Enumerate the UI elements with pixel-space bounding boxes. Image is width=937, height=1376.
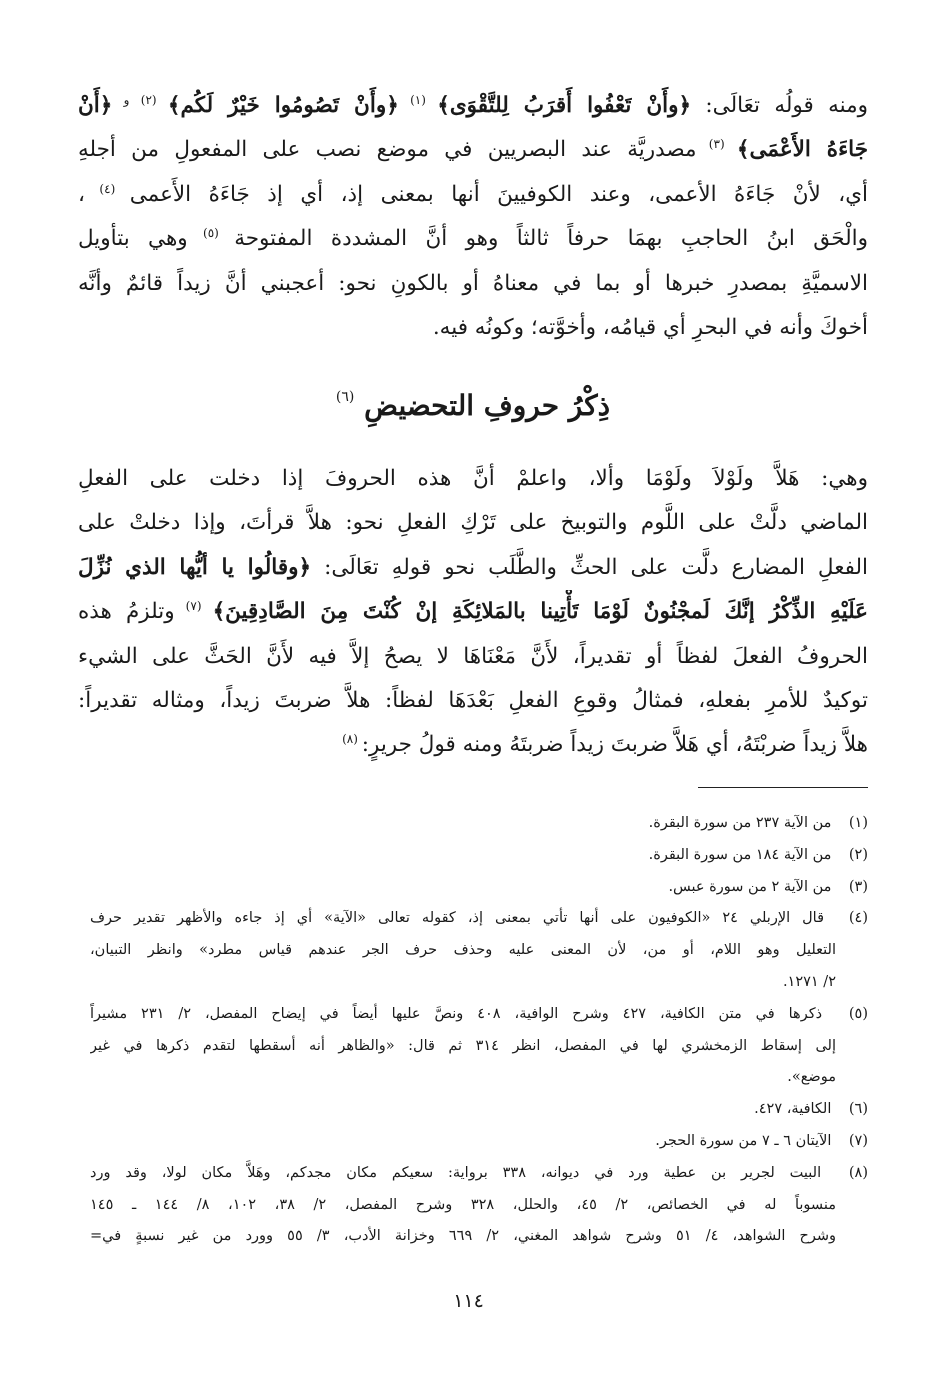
text-line: جَاءَهُ الأَعْمَى﴾ $^{(٣)}$ مصدريَّة عند البصريين في موضع نصب على المفعولِ من أجلهِ	[78, 137, 868, 163]
text-line: توكيدٌ للأمرِ بفعلهِ، فمثالُ وقوعِ الفعلِ بَعْدَهَا لفظاً: هلاَّ ضربتَ زيداً، ومثاله تقديراً:	[78, 687, 868, 713]
text-line: ومنه قولُه تعَالَى: ﴿وأَنْ تَعْفُوا أَقرَبُ لِلتَّقْوَى﴾ $^{(١)}$ ﴿وأَنْ تَصُومُوا خَيْرٌ لَكُم﴾ $^{(٢) و}$ ﴿أَنْ	[78, 93, 868, 118]
footnote-item: (٧) الآيتان ٦ ـ ٧ من سورة الحجر.	[655, 1132, 868, 1149]
footnote-continuation: ٢/ ١٢٧١.	[782, 973, 836, 990]
paragraph-1	[78, 84, 868, 350]
footnote-continuation: وشرح الشواهد، ٤/ ٥١ وشرح شواهد المغني، ٢/ ٦٦٩ وخزانة الأدب، ٣/ ٥٥ وورد من غير نسبةٍ في=	[90, 1228, 837, 1245]
page-number: ١١٤	[453, 1290, 484, 1312]
footnote-item: (٦) الكافية، ٤٢٧.	[754, 1101, 868, 1118]
heading-footnote-ref: (٦)	[335, 389, 355, 405]
footnote-continuation: التعليل وهو اللام، أو من، لأن المعنى عليه وحذف حرف الجر عندهم قياس مطرد» وانظر التبيان،	[90, 942, 836, 959]
footnote-continuation: موضع».	[787, 1069, 836, 1086]
text-line: الحروفُ الفعلَ لفظاً أو تقديراً، لأَنَّ مَعْنَاهَا لا يصحُ إلاَّ فيه لأَنَّ الحَثَّ على الشيء	[78, 643, 868, 669]
text-line: الفعلِ المضارع دلَّت على الحثِّ والطَّلَب نحو قولهِ تعَالَى: ﴿وقالُوا يا أيُّها الذي نُزِّلَ	[78, 554, 868, 580]
footnotes	[90, 808, 868, 1253]
text-line: أي، لأنْ جَاءَهُ الأعمى، وعند الكوفيينَ أنها بمعنى إذ، أي إذ جَاءَهُ الأَعمى $^{(٤)}$ ،	[78, 181, 868, 207]
footnote-item: (٣) من الآية ٢ من سورة عبس.	[668, 878, 868, 895]
text-line: أخوكَ وأنه في البحرِ أي قيامُه، وأخوَّته؛ وكونُه فيه.	[432, 314, 868, 340]
footnote-separator	[698, 787, 868, 788]
text-line: الماضي دلَّتْ على اللَّوم والتوبيخ على تَرْكِ الفعلِ نحو: هلاَّ قرأتَ، وإذا دخلتْ على	[78, 510, 868, 536]
text-line: عَلَيْهِ الذِّكْرُ إنَّكَ لَمجْنُونٌ لَوْمَا تَأْتِينا بالمَلائِكَةِ إنْ كُنْتَ مِنَ الصَّادِقِينَ﴾ $^{(٧)}$ وتلزمُ هذه	[78, 599, 868, 625]
text-line: الاسميَّةِ بمصدرِ خبرها أو بما في معناهُ أو بالكونِ نحو: أعجبني أنَّ زيداً قائمٌ وأنَّه	[78, 270, 868, 296]
footnote-item: (٢) من الآية ١٨٤ من سورة البقرة.	[648, 846, 868, 863]
paragraph-2	[78, 457, 868, 768]
footnote-item: (١) من الآية ٢٣٧ من سورة البقرة.	[648, 815, 868, 831]
footnote-continuation: إلى إسقاط الزمخشري لها في المفصل، انظر ٣١٤ ثم قال: «والظاهر أنه أسقطها لتقدم ذكرها في غير	[90, 1037, 836, 1054]
footnote-item: (٤) قال الإربلي ٢٤ «الكوفيون على أنها تأتي بمعنى إذ، كقوله تعالى «الآية» أي إذ جاءه والأظهر تقدير حرف	[90, 910, 868, 927]
footnote-continuation: منسوباً له في الخصائص، ٢/ ٤٥، والحلل، ٣٢٨ وشرح المفصل، ٢/ ٣٨، ١٠٢، ٨/ ١٤٤ ـ ١٤٥	[90, 1196, 836, 1213]
heading-title: ذِكْرُ حروفِ التحضيضِ	[364, 389, 611, 422]
text-line: وهي: هَلاَّ ولَوْلاَ ولَوْمَا وألا، واعلمْ أنَّ هذه الحروفَ إذا دخلت على الفعلِ	[78, 466, 868, 491]
footnote-item: (٨) البيت لجرير بن عطية ورد في ديوانه، ٣٣٨ برواية: سعيكم مكان مجدكم، وهَلاَّ مكان لولا، وقد ورد	[90, 1164, 868, 1181]
section-heading	[78, 376, 868, 436]
footnote-item: (٥) ذكرها في متن الكافية، ٤٢٧ وشرح الوافية، ٤٠٨ ونصَّ عليها أيضاً في إيضاح المفصل، ٢/ ٢٣١ مشيراً	[90, 1005, 868, 1022]
text-line: هلاَّ زيداً ضربْتَهُ، أي هَلاَّ ضربتَ زيداً ضربتَهُ ومنه قولُ جريرٍ: $^{(٨)}$	[342, 732, 868, 758]
text-line: والْحَق ابنُ الحاجبِ بهمَا حرفاً ثالثاً وهو أنَّ المشددة المفتوحة $^{(٥)}$ وهي بتأويل	[78, 226, 868, 252]
